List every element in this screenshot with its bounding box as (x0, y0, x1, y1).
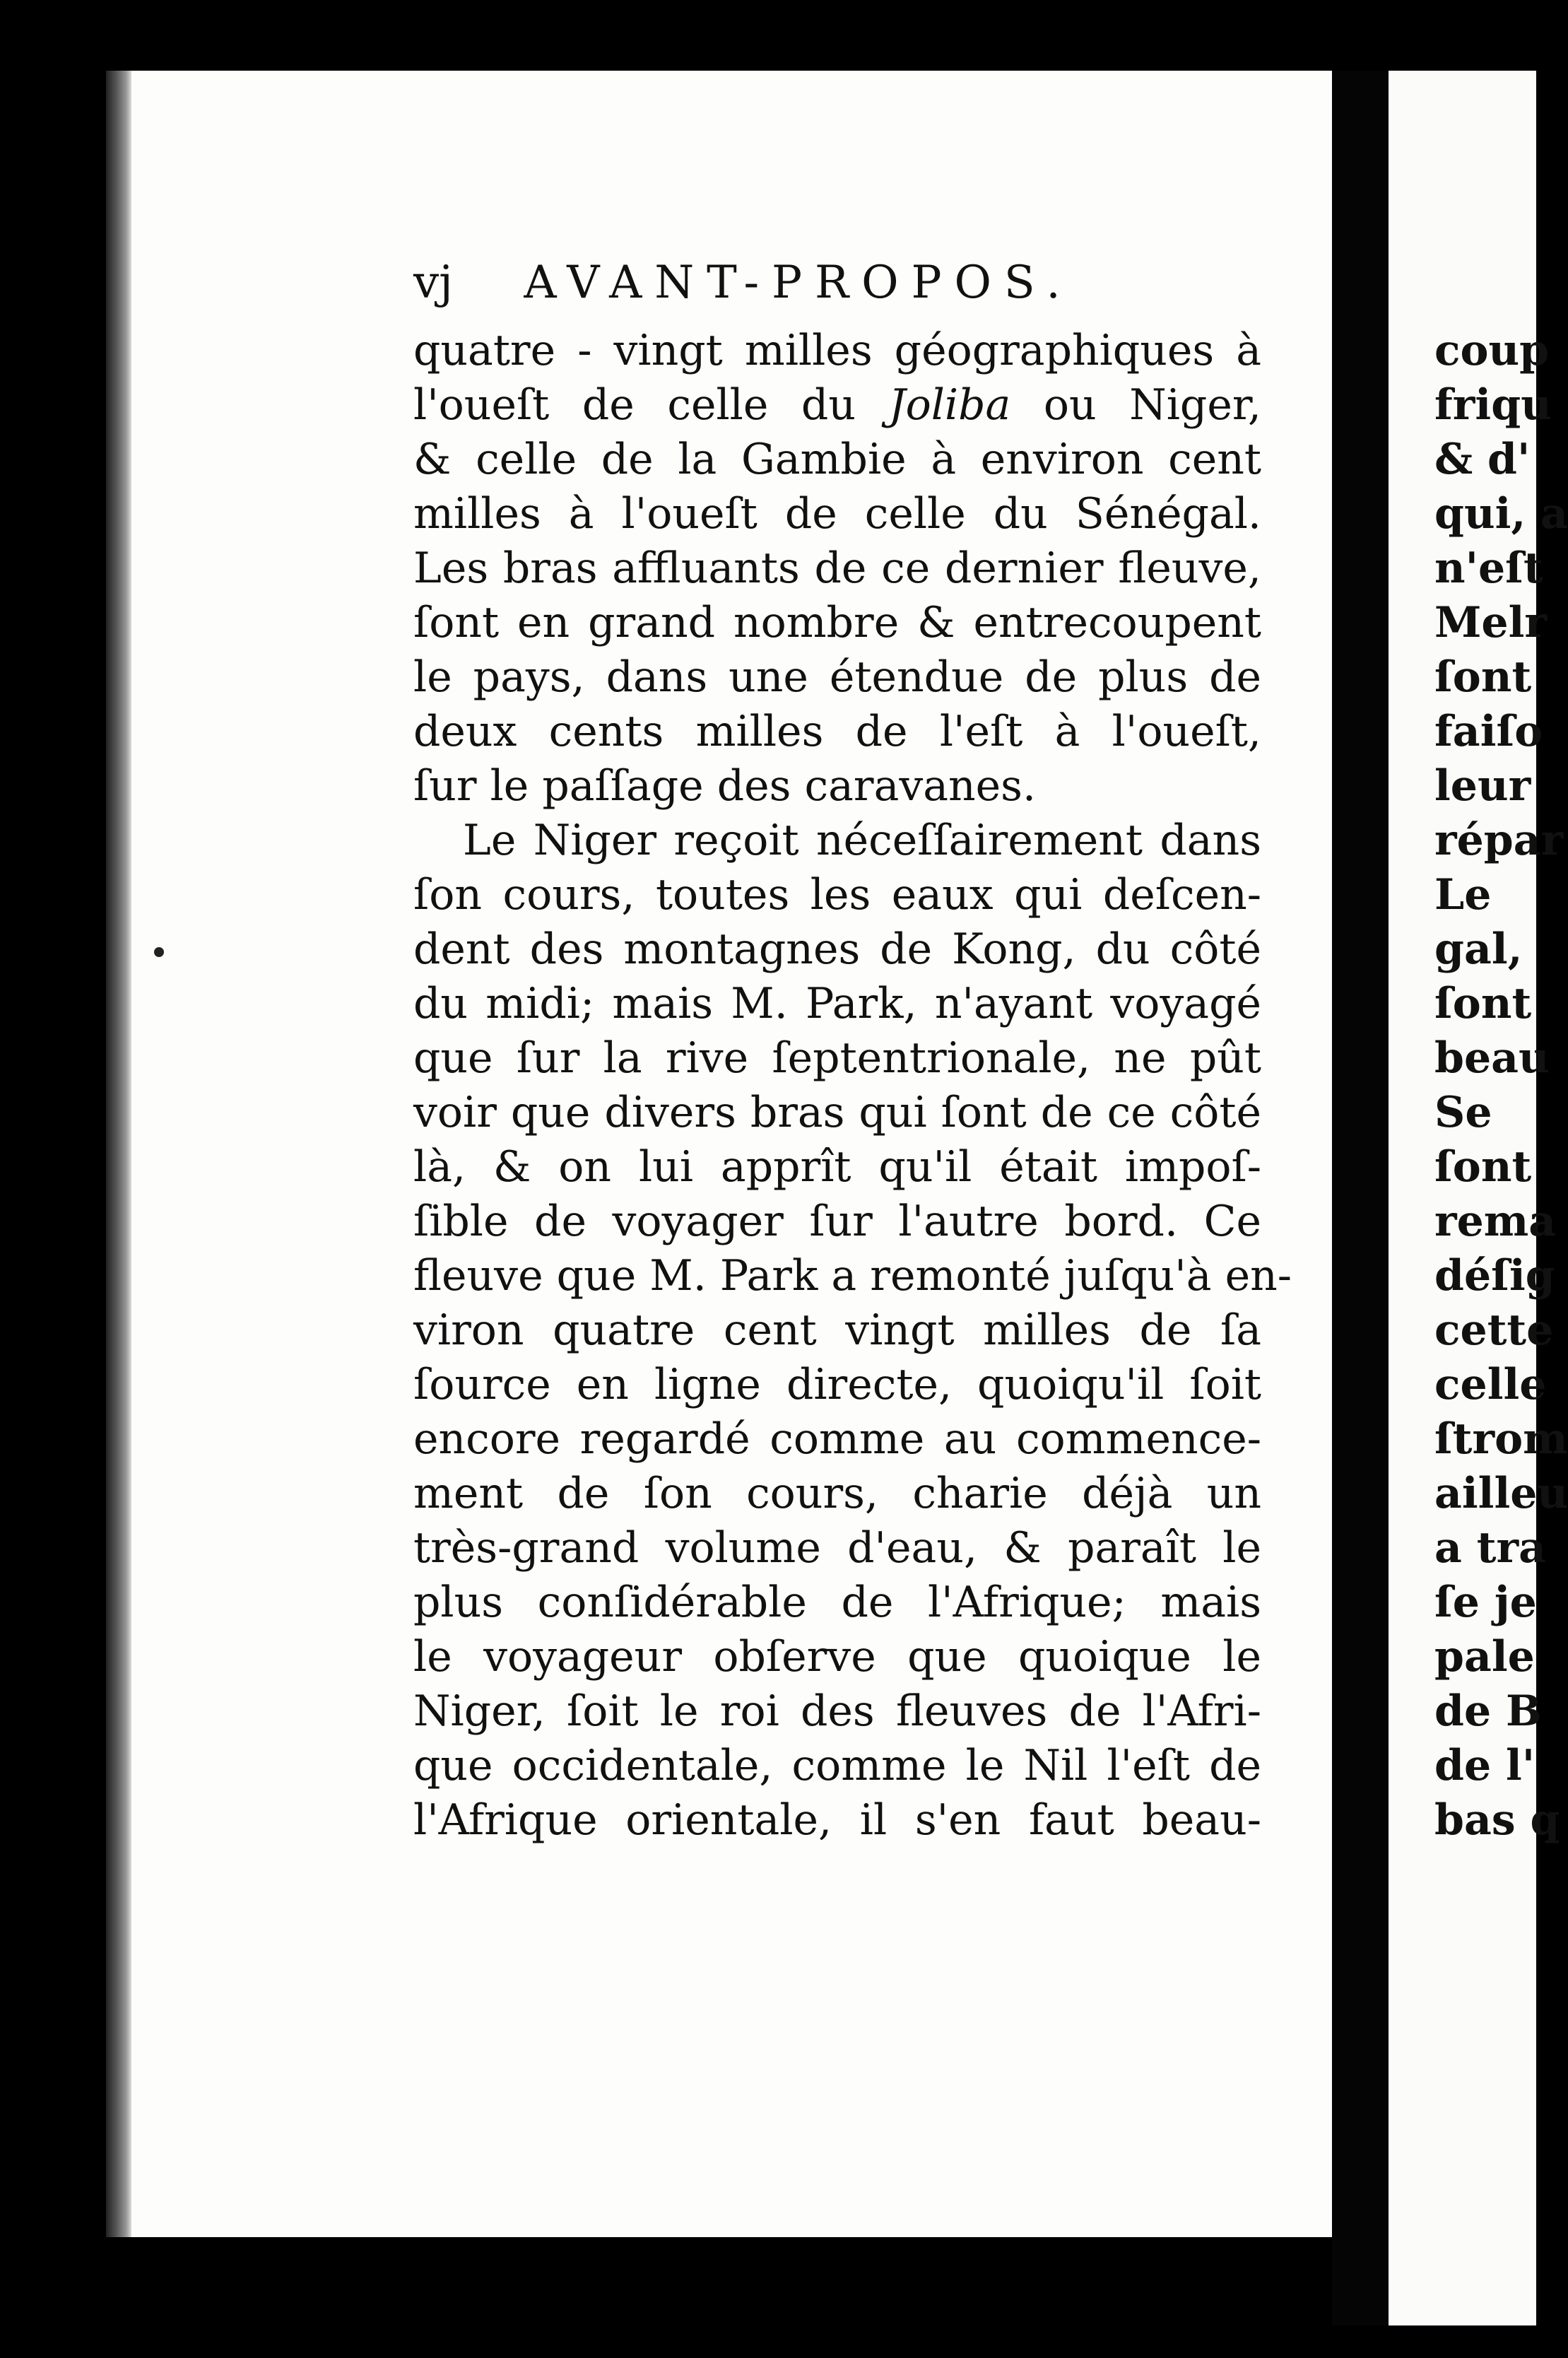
stub-line: coup (1434, 326, 1550, 375)
stub-line: celle (1434, 1360, 1547, 1409)
stub-line: friqu (1434, 380, 1552, 430)
text-line: le pays, dans une étendue de plus de (413, 652, 1261, 702)
stub-line: a tra (1434, 1523, 1546, 1573)
text-line: quatre - vingt milles géographiques à (413, 326, 1261, 375)
text-line: Niger, ſoit le roi des fleuves de l'Afri- (413, 1687, 1261, 1736)
page-edge-shadow (106, 71, 131, 2237)
main-text-block (413, 324, 1292, 1848)
stub-line: Le (1434, 870, 1492, 920)
text-line: que ſur la rive ſeptentrionale, ne pût (413, 1033, 1261, 1083)
stub-line: beau (1434, 1033, 1550, 1083)
text-line: Le Niger reçoit néceſſairement dans (463, 816, 1261, 865)
stub-line: gal, (1434, 925, 1523, 974)
stub-line: pale (1434, 1632, 1535, 1682)
stub-line: de l' (1434, 1741, 1535, 1790)
text-line: milles à l'oueſt de celle du Sénégal. (413, 489, 1261, 539)
stub-line: répar (1434, 816, 1564, 865)
text-line: ſible de voyager ſur l'autre bord. Ce (413, 1197, 1261, 1246)
text-line: fleuve que M. Park a remonté juſqu'à en- (413, 1251, 1292, 1301)
stub-line: ſtrom (1434, 1414, 1568, 1464)
text-line (413, 378, 1261, 433)
text-line: du midi; mais M. Park, n'ayant voyagé (413, 979, 1261, 1028)
text-line: ſur le paſſage des caravanes. (413, 761, 1037, 811)
text-line: ſource en ligne directe, quoiqu'il ſoit (413, 1360, 1261, 1409)
text-line: que occidentale, comme le Nil l'eſt de (413, 1741, 1261, 1790)
stub-line: rema (1434, 1197, 1557, 1246)
stub-line: ailleu (1434, 1469, 1568, 1518)
stub-line: leur (1434, 761, 1531, 811)
text-line-start: l'oueſt de celle du (413, 380, 856, 430)
text-line: dent des montagnes de Kong, du côté (413, 925, 1261, 974)
italic-river-name: Joliba (888, 380, 1011, 430)
text-line: deux cents milles de l'eſt à l'oueſt, (413, 707, 1261, 756)
book-gutter (1332, 71, 1389, 2325)
text-line: & celle de la Gambie à environ cent (413, 435, 1261, 484)
stub-line: cette (1434, 1306, 1554, 1355)
text-line: Les bras affluants de ce dernier fleuve, (413, 544, 1261, 593)
text-line: le voyageur obſerve que quoique le (413, 1632, 1261, 1682)
text-line: viron quatre cent vingt milles de ſa (413, 1306, 1261, 1355)
stub-line: ſont (1434, 1142, 1532, 1192)
text-line: voir que divers bras qui ſont de ce côté (413, 1088, 1261, 1137)
text-line: encore regardé comme au commence- (413, 1414, 1261, 1464)
right-page-text-fragments (1434, 324, 1568, 1848)
text-line: là, & on lui apprît qu'il était impoſ- (413, 1142, 1261, 1192)
text-line: ſon cours, toutes les eaux qui deſcen- (413, 870, 1261, 920)
stub-line: Melr (1434, 598, 1547, 647)
text-line: plus conſidérable de l'Afrique; mais (413, 1578, 1261, 1627)
text-line: ſont en grand nombre & entrecoupent (413, 598, 1261, 647)
stub-line: n'eſt (1434, 544, 1543, 593)
stub-line: ſont (1434, 652, 1532, 702)
page-number: vj (413, 257, 453, 309)
stub-line: ſont (1434, 979, 1532, 1028)
stub-line: & d' (1434, 435, 1531, 484)
stub-line: de B (1434, 1687, 1542, 1736)
stub-line: déſig (1434, 1251, 1555, 1301)
ink-spot (154, 947, 164, 957)
stub-line: qui, a (1434, 489, 1568, 539)
stub-line: faiſo (1434, 707, 1543, 756)
text-line-end: ou Niger, (1043, 380, 1261, 430)
stub-line: bas q (1434, 1795, 1560, 1845)
page-header (413, 254, 1261, 311)
stub-line: Se (1434, 1088, 1492, 1137)
text-line: l'Afrique orientale, il s'en faut beau- (413, 1795, 1261, 1845)
stub-line: ſe je (1434, 1578, 1537, 1627)
text-line: très-grand volume d'eau, & paraît le (413, 1523, 1261, 1573)
running-title: AVANT-PROPOS. (524, 257, 1073, 309)
text-line: ment de ſon cours, charie déjà un (413, 1469, 1261, 1518)
